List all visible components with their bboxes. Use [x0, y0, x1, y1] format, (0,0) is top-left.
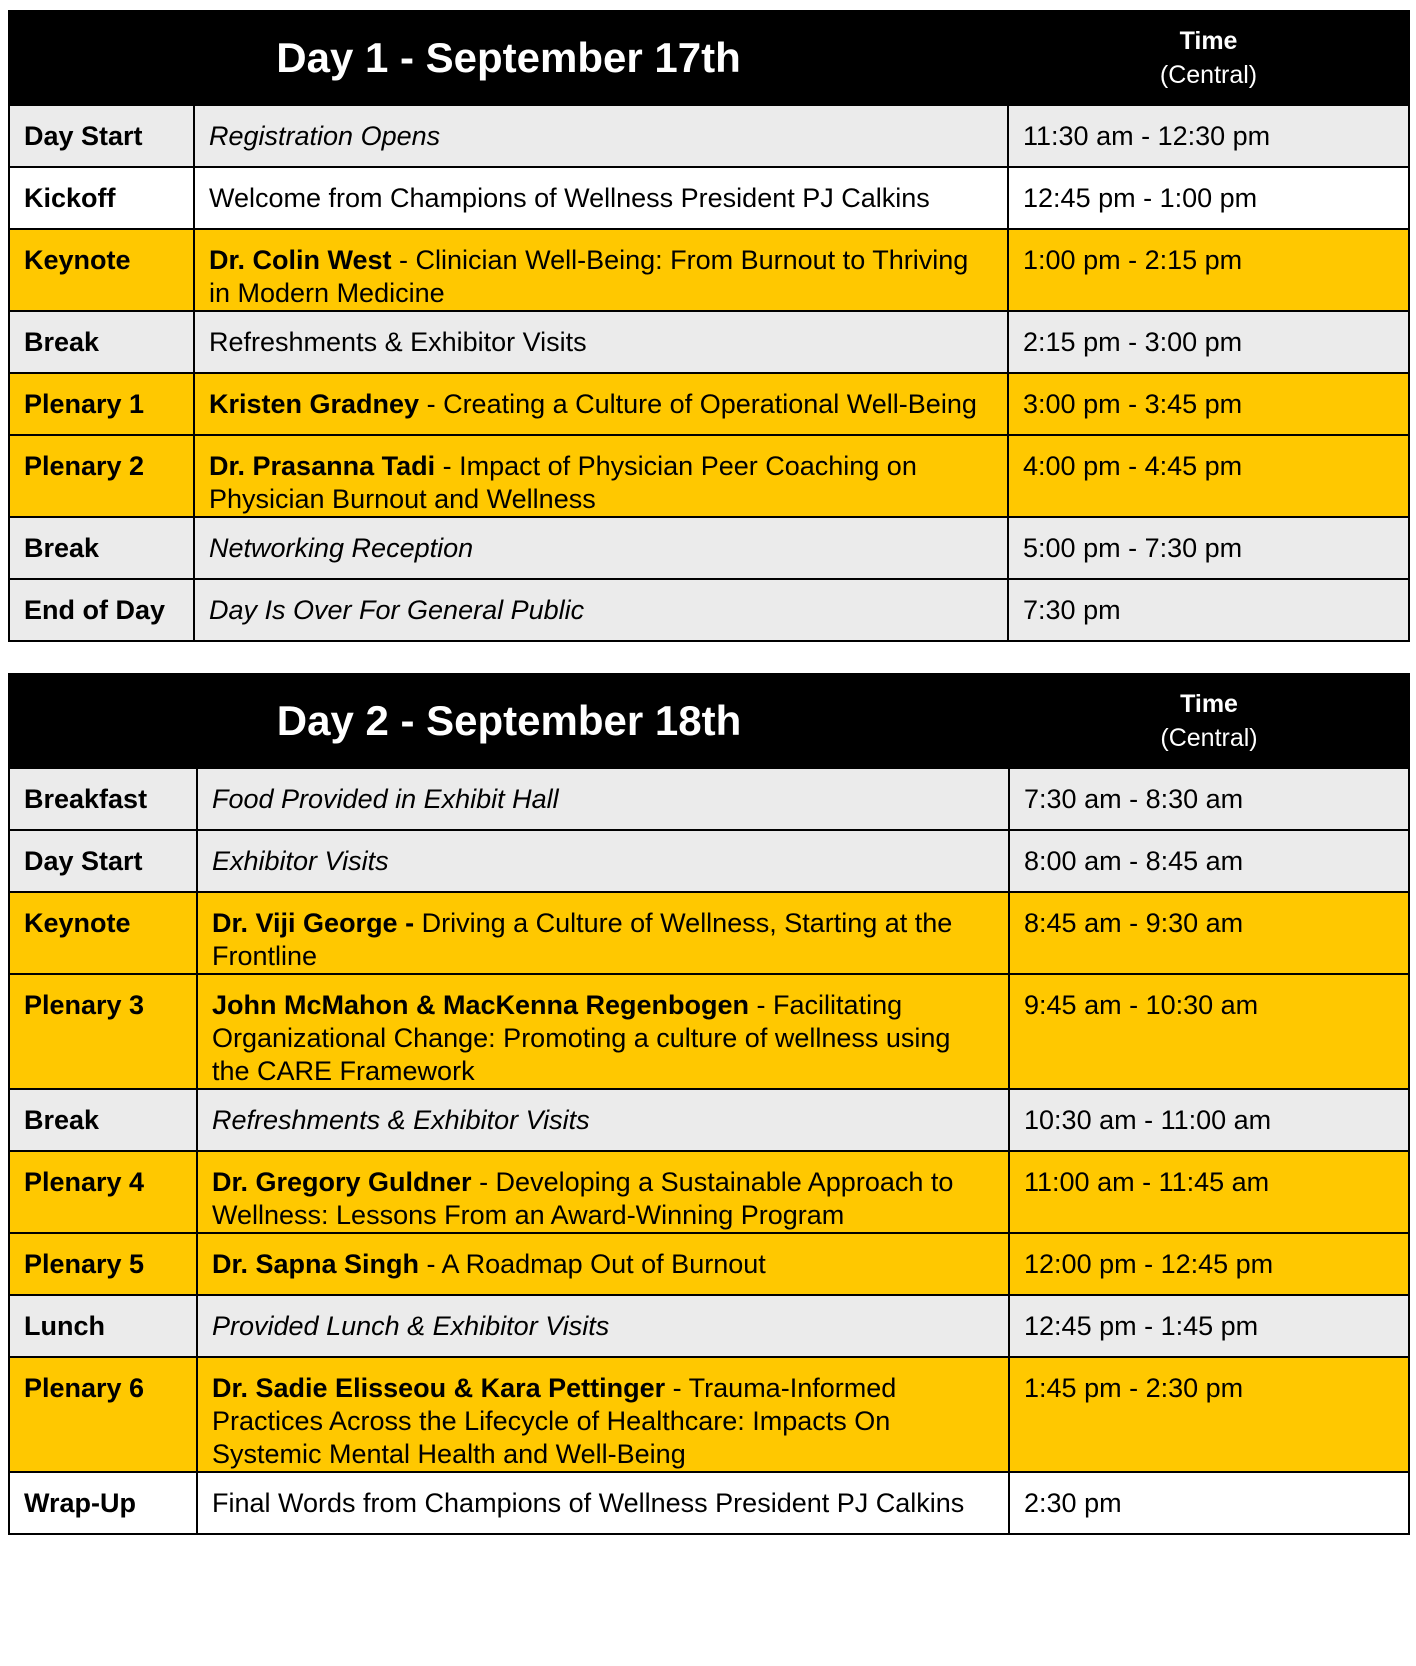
- table-row: [9, 974, 1409, 1089]
- speaker-name: Dr. Sapna Singh: [212, 1249, 420, 1279]
- day2-rows: [9, 768, 1409, 1534]
- session-type-label: Wrap-Up: [24, 1488, 136, 1518]
- session-description: [197, 974, 1009, 1089]
- session-description-text: [209, 518, 993, 565]
- session-description: [197, 892, 1009, 974]
- session-type: [9, 1357, 197, 1472]
- session-description-text: [209, 230, 993, 310]
- session-description: [197, 768, 1009, 830]
- session-type-label: Break: [24, 1105, 100, 1135]
- session-type: [9, 435, 194, 517]
- session-type-label: Keynote: [24, 908, 131, 938]
- session-time-text: 8:45 am - 9:30 am: [1024, 908, 1244, 938]
- table-row: [9, 167, 1409, 229]
- session-time: [1008, 373, 1409, 435]
- session-type: [9, 579, 194, 641]
- time-header-label: Time: [1179, 27, 1238, 55]
- session-description-text: [209, 106, 993, 153]
- session-time: [1008, 435, 1409, 517]
- session-time-text: 12:45 pm - 1:00 pm: [1023, 183, 1258, 213]
- session-description-text: [212, 1358, 994, 1471]
- session-title: Refreshments & Exhibitor Visits: [209, 327, 587, 357]
- session-time-text: 11:00 am - 11:45 am: [1024, 1167, 1270, 1197]
- session-description: [197, 1295, 1009, 1357]
- session-title: - Creating a Culture of Operational Well-Being: [419, 389, 977, 419]
- session-title: Driving a Culture of Wellness, Starting at the Frontline: [212, 908, 953, 971]
- session-description: [194, 435, 1008, 517]
- session-title: - Clinician Well-Being: From Burnout to Thriving in Modern Medicine: [209, 245, 969, 308]
- session-time: [1008, 229, 1409, 311]
- session-type-label: Plenary 1: [24, 389, 145, 419]
- session-title: Provided Lunch & Exhibitor Visits: [212, 1311, 610, 1341]
- session-time-text: 8:00 am - 8:45 am: [1024, 846, 1244, 876]
- session-time-text: 12:45 pm - 1:45 pm: [1024, 1311, 1259, 1341]
- session-type-label: Day Start: [24, 846, 143, 876]
- session-description: [194, 229, 1008, 311]
- table-row: [9, 1089, 1409, 1151]
- session-type-label: Day Start: [24, 121, 143, 151]
- session-time-text: 4:00 pm - 4:45 pm: [1023, 451, 1243, 481]
- session-time-text: 10:30 am - 11:00 am: [1024, 1105, 1272, 1135]
- session-description: [197, 1089, 1009, 1151]
- day2-title: Day 2 - September 18th: [9, 674, 1009, 768]
- session-type-label: Keynote: [24, 245, 131, 275]
- session-type-label: Plenary 6: [24, 1373, 145, 1403]
- table-row: [9, 1472, 1409, 1534]
- session-description-text: [209, 312, 993, 359]
- session-description-text: [212, 769, 994, 816]
- session-time: [1009, 830, 1409, 892]
- session-type: [9, 1233, 197, 1295]
- day1-schedule-table: [8, 10, 1410, 642]
- session-description: [194, 311, 1008, 373]
- session-time: [1009, 1233, 1409, 1295]
- table-row: [9, 579, 1409, 641]
- session-type-label: Lunch: [24, 1311, 105, 1341]
- session-type: [9, 892, 197, 974]
- session-title: - Developing a Sustainable Approach to Wellness: Lessons From an Award-Winning Program: [212, 1167, 954, 1230]
- session-type: [9, 768, 197, 830]
- session-time-text: 9:45 am - 10:30 am: [1024, 990, 1259, 1020]
- session-description: [194, 517, 1008, 579]
- session-description: [197, 1357, 1009, 1472]
- session-time: [1009, 768, 1409, 830]
- session-type-label: Break: [24, 327, 100, 357]
- session-time: [1008, 579, 1409, 641]
- session-description-text: [209, 580, 993, 627]
- session-type-label: Break: [24, 533, 100, 563]
- speaker-name: Kristen Gradney: [209, 389, 420, 419]
- speaker-name: Dr. Sadie Elisseou & Kara Pettinger: [212, 1373, 666, 1403]
- session-type-label: End of Day: [24, 595, 166, 625]
- session-title: Food Provided in Exhibit Hall: [212, 784, 559, 814]
- speaker-name: Dr. Viji George -: [212, 908, 415, 938]
- session-time-text: 12:00 pm - 12:45 pm: [1024, 1249, 1274, 1279]
- table-row: [9, 229, 1409, 311]
- session-type: [9, 1151, 197, 1233]
- session-type: [9, 105, 194, 167]
- session-time-text: 3:00 pm - 3:45 pm: [1023, 389, 1243, 419]
- table-row: [9, 311, 1409, 373]
- session-time: [1009, 892, 1409, 974]
- session-description-text: [212, 1296, 994, 1343]
- session-title: Exhibitor Visits: [212, 846, 389, 876]
- table-row: [9, 517, 1409, 579]
- session-type: [9, 229, 194, 311]
- session-description-text: [209, 374, 993, 421]
- session-type-label: Breakfast: [24, 784, 148, 814]
- session-time: [1009, 1151, 1409, 1233]
- session-title: - A Roadmap Out of Burnout: [419, 1249, 766, 1279]
- session-title: Networking Reception: [209, 533, 474, 563]
- session-time-text: 1:00 pm - 2:15 pm: [1023, 245, 1243, 275]
- table-row: [9, 105, 1409, 167]
- session-description-text: [212, 831, 994, 878]
- session-type-label: Plenary 4: [24, 1167, 145, 1197]
- session-description-text: [212, 893, 994, 973]
- session-description-text: [209, 436, 993, 516]
- session-time: [1009, 1295, 1409, 1357]
- session-time: [1009, 1472, 1409, 1534]
- session-time-text: 2:15 pm - 3:00 pm: [1023, 327, 1243, 357]
- session-title: Final Words from Champions of Wellness President PJ Calkins: [212, 1488, 965, 1518]
- speaker-name: John McMahon & MacKenna Regenbogen: [212, 990, 750, 1020]
- session-description-text: [212, 975, 994, 1088]
- time-zone-label: (Central): [1159, 61, 1258, 89]
- session-description-text: [212, 1234, 994, 1281]
- session-description: [194, 373, 1008, 435]
- session-type: [9, 517, 194, 579]
- day2-header-row: [9, 674, 1409, 768]
- session-time: [1009, 1089, 1409, 1151]
- session-type: [9, 974, 197, 1089]
- session-time-text: 7:30 am - 8:30 am: [1024, 784, 1244, 814]
- session-type: [9, 167, 194, 229]
- day2-time-header: [1009, 674, 1409, 768]
- session-type: [9, 830, 197, 892]
- speaker-name: Dr. Prasanna Tadi: [209, 451, 436, 481]
- speaker-name: Dr. Colin West: [209, 245, 392, 275]
- session-time: [1008, 517, 1409, 579]
- day1-header-row: [9, 11, 1409, 105]
- table-row: [9, 1151, 1409, 1233]
- session-time-text: 5:00 pm - 7:30 pm: [1023, 533, 1243, 563]
- session-description: [197, 1151, 1009, 1233]
- session-description: [197, 1472, 1009, 1534]
- session-description: [194, 579, 1008, 641]
- table-row: [9, 768, 1409, 830]
- session-description: [194, 105, 1008, 167]
- session-description-text: [209, 168, 993, 215]
- session-type: [9, 1089, 197, 1151]
- table-row: [9, 1233, 1409, 1295]
- table-row: [9, 373, 1409, 435]
- session-type-label: Kickoff: [24, 183, 116, 213]
- session-title: Registration Opens: [209, 121, 441, 151]
- session-time: [1009, 1357, 1409, 1472]
- session-time-text: 11:30 am - 12:30 pm: [1023, 121, 1271, 151]
- session-type-label: Plenary 2: [24, 451, 145, 481]
- session-time: [1008, 105, 1409, 167]
- table-row: [9, 1295, 1409, 1357]
- day1-title: Day 1 - September 17th: [9, 11, 1008, 105]
- day2-schedule-table: [8, 673, 1410, 1535]
- table-row: [9, 435, 1409, 517]
- session-time: [1008, 311, 1409, 373]
- speaker-name: Dr. Gregory Guldner: [212, 1167, 472, 1197]
- session-time-text: 7:30 pm: [1023, 595, 1121, 625]
- table-row: [9, 1357, 1409, 1472]
- session-description: [194, 167, 1008, 229]
- session-type-label: Plenary 5: [24, 1249, 145, 1279]
- session-time-text: 2:30 pm: [1024, 1488, 1122, 1518]
- session-type: [9, 311, 194, 373]
- session-type: [9, 1472, 197, 1534]
- session-title: - Trauma-Informed Practices Across the Lifecycle of Healthcare: Impacts On Systemic Mental Health and Well-Being: [212, 1373, 897, 1469]
- session-time-text: 1:45 pm - 2:30 pm: [1024, 1373, 1244, 1403]
- session-description-text: [212, 1473, 994, 1520]
- time-header-label: Time: [1180, 690, 1238, 718]
- session-title: Welcome from Champions of Wellness President PJ Calkins: [209, 183, 930, 213]
- table-row: [9, 830, 1409, 892]
- session-time: [1009, 974, 1409, 1089]
- table-row: [9, 892, 1409, 974]
- session-description: [197, 1233, 1009, 1295]
- session-title: - Impact of Physician Peer Coaching on Physician Burnout and Wellness: [209, 451, 917, 514]
- session-title: Day Is Over For General Public: [209, 595, 585, 625]
- session-type-label: Plenary 3: [24, 990, 145, 1020]
- session-time: [1008, 167, 1409, 229]
- day1-rows: [9, 105, 1409, 641]
- session-title: - Facilitating Organizational Change: Promoting a culture of wellness using the CARE Framework: [212, 990, 951, 1086]
- session-description-text: [212, 1152, 994, 1232]
- session-type: [9, 1295, 197, 1357]
- day1-time-header: [1008, 11, 1409, 105]
- session-description: [197, 830, 1009, 892]
- session-type: [9, 373, 194, 435]
- session-title: Refreshments & Exhibitor Visits: [212, 1105, 590, 1135]
- time-zone-label: (Central): [1160, 724, 1258, 752]
- session-description-text: [212, 1090, 994, 1137]
